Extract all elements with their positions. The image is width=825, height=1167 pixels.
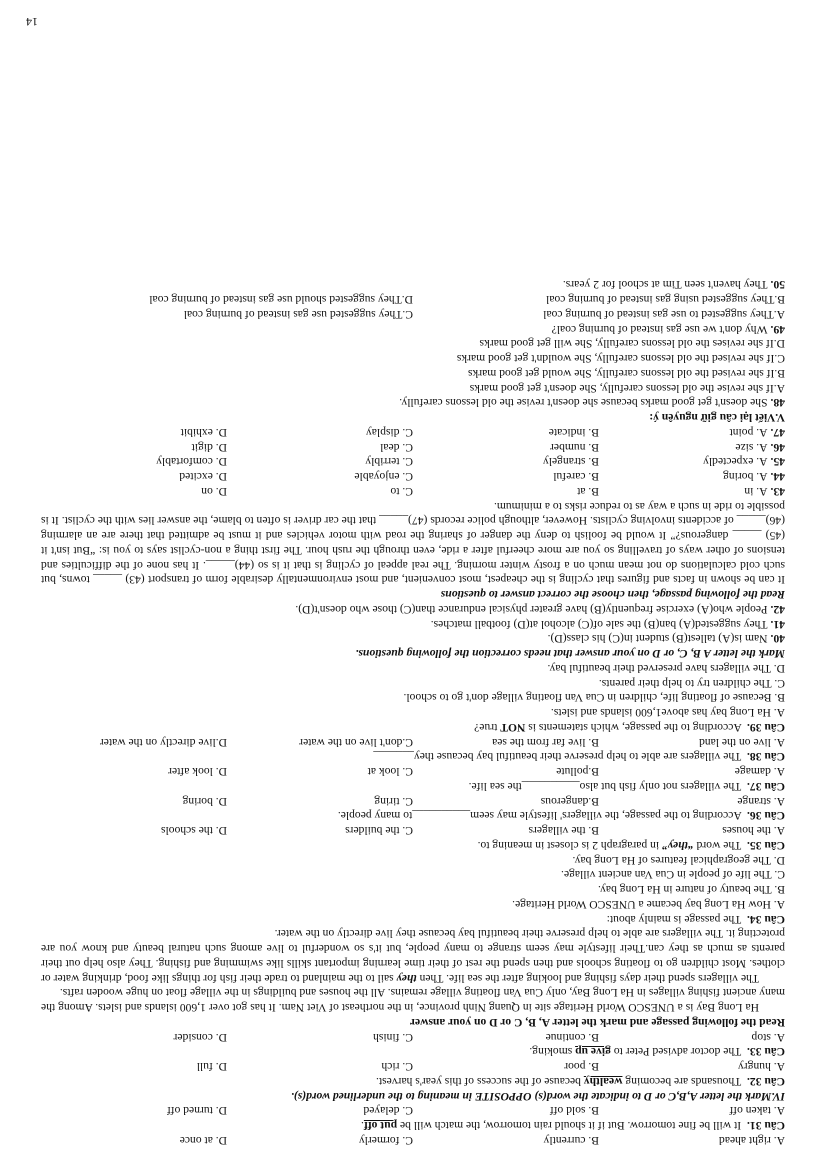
q35-target: “they” xyxy=(662,839,694,852)
q48-stem: 48.She doesn't get good marks because she doesn't revise the old lessons carefully. xyxy=(399,396,785,410)
q30-options xyxy=(41,1132,785,1147)
option-b: B.dangerous xyxy=(540,794,599,808)
option-d: D. at once xyxy=(179,1134,227,1147)
option-b: B.They suggested using gas instead of burning coal xyxy=(546,293,785,307)
option-a: A. in xyxy=(744,485,768,498)
option-d: D. turned off xyxy=(167,1104,227,1118)
option-d: D.They suggested should use gas instead of burning coal xyxy=(149,293,413,307)
option-a: A. strange xyxy=(737,794,785,808)
option-c: C. deal xyxy=(380,440,413,454)
option-d: D. the schools xyxy=(160,824,227,838)
option-c: C. The children try to help their parents. xyxy=(598,676,785,690)
option-b: B. careful xyxy=(553,470,599,484)
q41: 41.They suggested(A) ban(B) the sale of(C) alcohol at(D) football matches. xyxy=(430,617,785,631)
option-b: B. currently xyxy=(543,1134,599,1147)
q43-options: 43.A. in B. at C. to D. on xyxy=(41,483,785,498)
option-a: A.If she revise the old lessons carefully, She doesn't get good marks xyxy=(469,381,785,395)
option-d: D.If she revises the old lessons carefully, She will get good marks xyxy=(479,337,785,351)
q39-target: NOT xyxy=(500,721,526,734)
q32-stem: Câu 32. Thousands are becoming wealthy because of the success of this year's harvest. xyxy=(376,1075,785,1088)
option-a: A. damage xyxy=(734,765,785,779)
option-c: C.They suggested use gas instead of burning coal xyxy=(183,308,413,321)
option-a: A.They suggested to use gas instead of burning coal xyxy=(543,308,785,321)
option-d: D. on xyxy=(201,485,227,498)
option-d: D. full xyxy=(196,1060,227,1074)
option-d: D. comfortably xyxy=(156,455,227,469)
option-d: D. excited xyxy=(179,470,227,484)
option-c: C. terribly xyxy=(365,455,413,469)
reading2-heading: Read the following passage, then choose the correct answer to questions xyxy=(440,588,785,602)
option-c: C. finish xyxy=(373,1030,413,1044)
page-content xyxy=(41,277,785,1147)
option-d: D.live directly on the water xyxy=(99,735,227,749)
option-a: A. the houses xyxy=(722,824,785,838)
reading2-passage: It can be shown in facts and figures that cycling is the cheapest, most convenient, and most environmentally desirable form of transport (43) _____ towns, but such cold calculations do not mean much on a frosty winter morning. The real appeal of cycling is that it is so (44)_____. It has none of the difficulties and tensions of other ways of travelling so you are more cheerful after a ride, even through the rush hour. The first thing a non-cyclist says to you is: “But isn't it (45) _____ dangerous?” It would be foolish to deny the danger of sharing the road with motor vehicles and it must be admitted that there are an alarming (46)_____ of accidents involving cyclists. However, although police records (47)_____ that the car driver is often to blame, the answer lies with the cyclist. It is possible to ride in such a way as to reduce risks to a minimum. xyxy=(41,499,785,587)
option-d: D. The villagers have preserved their beautiful bay. xyxy=(547,662,785,675)
option-b: B. indicate xyxy=(548,426,599,439)
reading1-heading: Read the following passage and mark the letter A, B, C or D on your answer xyxy=(409,1016,785,1029)
q36-stem: Câu 36. According to the passage, the villagers' lifestyle may seem__________to many people. xyxy=(337,809,785,823)
option-d: D. boring xyxy=(182,794,227,808)
option-a: A. How Ha Long bay became a UNESCO World Heritage. xyxy=(512,898,785,911)
q49-options-row-1 xyxy=(41,306,785,321)
option-a: A. expectedly xyxy=(703,455,768,469)
option-c: C. enjoyable xyxy=(354,470,413,484)
error-section-heading: Mark the letter A B, C, or D on your answer that needs correction the following questions. xyxy=(355,647,785,661)
option-b: B. poor xyxy=(564,1060,599,1074)
option-c: C. rich xyxy=(381,1060,413,1074)
option-b: B. strangely xyxy=(542,455,599,469)
option-a: A. boring xyxy=(723,470,768,484)
option-c: C. The life of people in Cua Van ancient village. xyxy=(561,868,785,882)
q31-stem: Câu 31. It will be fine tomorrow. But if it should rain tomorrow, the match will be put off. xyxy=(360,1119,785,1133)
option-c: C.If she revised the old lessons carefully, She wouldn't get good marks xyxy=(456,352,785,366)
q35-options xyxy=(41,823,785,838)
option-b: B.pollute xyxy=(556,765,599,779)
q33-options xyxy=(41,1029,785,1044)
q31-number: Câu 31. xyxy=(746,1119,785,1133)
option-a: A. live on the land xyxy=(699,735,785,749)
q32-target: wealthy xyxy=(583,1075,623,1088)
option-b: B.If she revised the old lessons carefully, She would get good marks xyxy=(467,367,785,380)
option-b: B. Because of floating life, children in Cua Van floating village don't go to school. xyxy=(403,691,785,705)
option-b: B. live far from the sea xyxy=(492,735,599,749)
q34-stem: Câu 34. The passage is mainly about: xyxy=(606,912,785,926)
q36-options xyxy=(41,793,785,808)
option-b: B. the villagers xyxy=(528,824,599,838)
option-c: C. formerly xyxy=(358,1134,413,1147)
option-d: D. The geographical features of Ha Long bay. xyxy=(572,853,785,867)
q44-options: 44.A. boring B. careful C. enjoyable D. excited xyxy=(41,469,785,484)
q31-target: put off xyxy=(363,1119,398,1133)
page-number: 14 xyxy=(26,14,38,29)
q37-stem: Câu 37. The villagers not only fish but also__________the sea life. xyxy=(468,780,785,793)
option-a: A. size xyxy=(735,440,768,454)
option-a: A. taken off xyxy=(729,1104,785,1118)
option-b: B. The beauty of nature in Ha Long bay. xyxy=(597,883,785,897)
q42: 42.People who(A) exercise frequently(B) have greater physical endurance than(C) those who doesn't(D). xyxy=(295,603,785,616)
option-a: A. right ahead xyxy=(719,1134,785,1147)
q47-options: 47.A. point B. indicate C. display D. exhibit xyxy=(41,424,785,439)
q33-stem: Câu 33. The doctor advised Peter to give up smoking. xyxy=(529,1045,785,1059)
option-d: D. consider xyxy=(173,1030,227,1044)
section-v-heading: V.Viết lại câu giữ nguyên ý: xyxy=(649,411,785,425)
q33-target: give up xyxy=(575,1045,611,1059)
option-a: A. stop xyxy=(751,1030,785,1044)
q49-options-row-2 xyxy=(41,292,785,307)
option-c: C. delayed xyxy=(363,1104,413,1118)
q38-stem: Câu 38. The villagers are able to help preserve their beautiful bay because they_______ xyxy=(373,750,785,764)
option-c: C.don't live on the water xyxy=(299,735,413,749)
option-c: C. look at xyxy=(367,765,413,779)
q32-options xyxy=(41,1059,785,1074)
q39-stem: Câu 39. According to the passage, which statements is NOT true? xyxy=(474,721,785,734)
q37-options xyxy=(41,764,785,779)
q50-stem: 50.They haven't seen Tim at school for 2 years. xyxy=(562,278,785,292)
option-a: A. hungry xyxy=(737,1060,785,1074)
option-d: D. look after xyxy=(168,765,227,779)
q35-stem: Câu 35. The word “they” in paragraph 2 is closest in meaning to. xyxy=(477,839,785,852)
q40: 40.Nam is(A) tallest(B) student in(C) his class(D). xyxy=(547,632,785,646)
reading1-paragraph-1: Ha Long Bay is a UNESCO World Heritage site in Quang Ninh province, in the northeast of Viet Nam. It has got over 1,600 islands and islets. Among the many ancient fishing villages in Ha Long Bay, only Cua Van floating village remains. All the houses and buildings in the village float on huge wooden rafts. xyxy=(41,986,785,1015)
q45-options: 45.A. expectedly B. strangely C. terribly D. comfortably xyxy=(41,454,785,469)
option-c: C. tiring xyxy=(374,794,413,808)
option-a: A. point xyxy=(729,426,768,439)
option-b: B. sold off xyxy=(549,1104,599,1118)
q49-stem: 49.Why don't we use gas instead of burning coal? xyxy=(551,322,785,336)
word-they: they xyxy=(396,971,417,985)
option-b: B. at xyxy=(577,485,599,498)
reading1-paragraph-2: The villagers spend their days fishing and looking after the sea life. Then they sail to the mainland to trade their fish for things like food, drinking water or clothes. Most children go to floating schools and then spend the rest of their time learning important skills like swimming and fishing. They also help out their parents as much as they can.Their lifestyle may seem strange to many people, but it's so wonderful to live among such natural beauty and know you are protecting it. The villagers are able to help preserve their beautiful bay because they live directly on the water. xyxy=(41,927,785,985)
option-b: B. number xyxy=(550,440,599,454)
option-a: A. Ha Long bay has above1,600 islands and islets. xyxy=(550,706,785,720)
option-b: B. continue xyxy=(545,1030,599,1044)
option-d: D. digit xyxy=(191,440,227,454)
option-d: D. exhibit xyxy=(180,426,227,439)
q31-options xyxy=(41,1103,785,1118)
option-c: C. the builders xyxy=(345,824,413,838)
option-c: C. display xyxy=(365,426,413,439)
section-iv-heading: IV.Mark the letter A,B,C or D to indicate the word(s) OPPOSITE in meaning to the underlined word(s). xyxy=(290,1089,785,1103)
q46-options: 46.A. size B. number C. deal D. digit xyxy=(41,439,785,454)
q38-options xyxy=(41,734,785,749)
option-c: C. to xyxy=(390,485,413,498)
